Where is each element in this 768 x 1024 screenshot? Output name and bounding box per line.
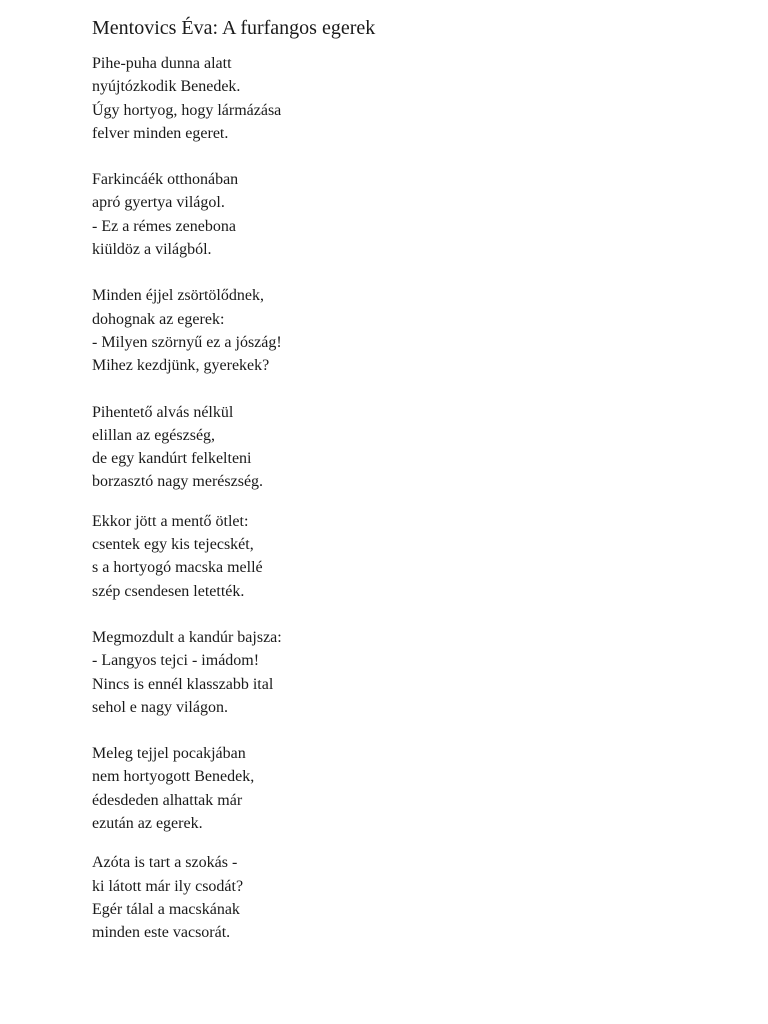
- stanza-8: [92, 851, 692, 944]
- poem-line: Minden éjjel zsörtölődnek,: [92, 287, 264, 305]
- poem-line: Farkincáék otthonában: [92, 171, 239, 189]
- stanza-4: [92, 401, 692, 494]
- stanza-gap: [92, 145, 692, 168]
- poem-line: elillan az egészség,: [92, 426, 216, 444]
- stanza-6: [92, 626, 692, 719]
- stanza-1: [92, 52, 692, 145]
- document-page: [92, 14, 692, 945]
- poem-line: felver minden egeret.: [92, 124, 229, 142]
- poem-line: Pihe-puha dunna alatt: [92, 55, 232, 72]
- stanza-gap: [92, 603, 692, 626]
- poem-line: dohognak az egerek:: [92, 310, 225, 328]
- stanza-5: [92, 510, 692, 603]
- poem-line: Megmozdult a kandúr bajsza:: [92, 628, 282, 646]
- poem-line: Egér tálal a macskának: [92, 900, 240, 918]
- stanza-gap: [92, 494, 692, 510]
- stanza-2: [92, 168, 692, 261]
- poem-line: minden este vacsorát.: [92, 924, 231, 942]
- poem-line: édesdeden alhattak már: [92, 791, 243, 809]
- poem-line: borzasztó nagy merészség.: [92, 473, 264, 491]
- poem-line: kiüldöz a világból.: [92, 241, 212, 259]
- poem-line: nem hortyogott Benedek,: [92, 768, 255, 786]
- poem-line: s a hortyogó macska mellé: [92, 559, 263, 577]
- poem-line: Pihentető alvás nélkül: [92, 403, 234, 421]
- stanza-3: [92, 284, 692, 377]
- poem-line: Ekkor jött a mentő ötlet:: [92, 512, 249, 530]
- poem-line: ki látott már ily csodát?: [92, 877, 244, 895]
- poem-line: - Langyos tejci - imádom!: [92, 652, 260, 670]
- poem-line: szép csendesen letették.: [92, 582, 245, 600]
- poem-line: nyújtózkodik Benedek.: [92, 78, 241, 96]
- poem-line: - Ez a rémes zenebona: [92, 217, 236, 235]
- poem-line: Azóta is tart a szokás -: [92, 854, 238, 872]
- stanza-7: [92, 742, 692, 835]
- poem-line: Meleg tejjel pocakjában: [92, 745, 246, 763]
- stanza-gap: [92, 261, 692, 284]
- stanza-gap: [92, 835, 692, 851]
- poem-line: apró gyertya világol.: [92, 194, 225, 212]
- poem-line: sehol e nagy világon.: [92, 698, 228, 716]
- stanza-gap: [92, 378, 692, 401]
- poem-line: ezután az egerek.: [92, 815, 203, 833]
- poem-title: Mentovics Éva: A furfangos egerek: [92, 17, 376, 39]
- poem-line: Úgy hortyog, hogy lármázása: [92, 101, 282, 119]
- stanza-gap: [92, 719, 692, 742]
- poem-line: Mihez kezdjünk, gyerekek?: [92, 357, 270, 375]
- poem-line: de egy kandúrt felkelteni: [92, 450, 252, 468]
- poem-line: Nincs is ennél klasszabb ital: [92, 675, 274, 693]
- poem-line: csentek egy kis tejecskét,: [92, 536, 254, 554]
- poem-line: - Milyen szörnyű ez a jószág!: [92, 333, 282, 351]
